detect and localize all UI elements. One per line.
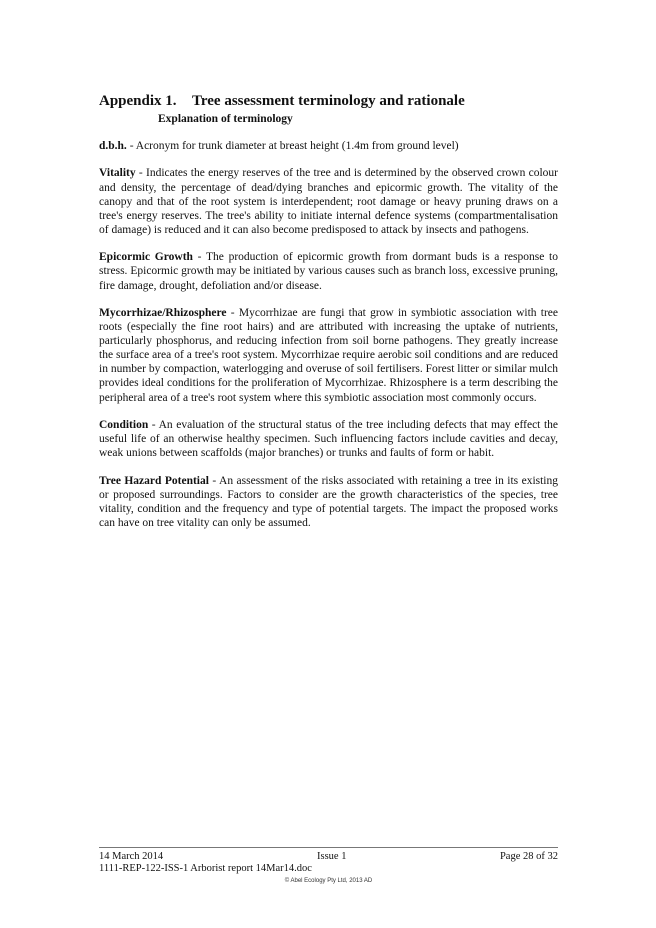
term-separator: -: [226, 307, 239, 320]
term-definition: The production of epicormic growth from dormant buds is a response to stress. Epicormic growth may be initiated by various causes such as branch loss, excessive pruning, fire damage, drought, defoliation and/or disease.: [99, 251, 558, 292]
term-definition: Mycorrhizae are fungi that grow in symbiotic association with tree roots (especially the fine root hairs) and are attributed with increasing the uptake of nutrients, particularly phosphorus, and reducing infection from soil borne pathogens. They greatly increase the surface area of a tree's root system. Mycorrhizae require aerobic soil conditions and are reduced in number by compaction, waterlogging and overuse of soil fertilisers. Forest litter or similar mulch provides ideal conditions for the proliferation of Mycorrhizae. Rhizosphere is a term describing the peripheral area of a tree's root system where this symbiotic association most commonly occurs.: [99, 307, 558, 404]
appendix-title: Tree assessment terminology and rationale: [192, 93, 465, 109]
term-separator: -: [126, 140, 136, 152]
appendix-heading: [99, 93, 465, 110]
term-definition: Indicates the energy reserves of the tree and is determined by the observed crown colour and density, the percentage of dead/dying branches and epicormic growth. The vitality of the canopy and that of the root system is interdependent; root damage or heavy pruning draws on a tree's energy reserves. The tree's ability to initiate internal defence systems (compartmentalisation of damage) is reduced and it can also become predisposed to attack by insects and pathogens.: [99, 167, 558, 236]
term-separator: -: [192, 251, 206, 264]
term-label: Tree Hazard Potential: [99, 474, 209, 487]
term-separator: -: [135, 167, 146, 180]
term-separator: -: [208, 474, 220, 487]
term-entry-tree-hazard-potential: [99, 474, 558, 530]
term-label: Vitality: [99, 167, 136, 180]
footer-row: [99, 851, 558, 863]
appendix-number: Appendix 1.: [99, 93, 177, 109]
term-label: Epicormic Growth: [99, 251, 193, 264]
term-entry-epicormic-growth: [99, 250, 558, 292]
term-label: d.b.h.: [99, 140, 127, 152]
term-entry-dbh: [99, 139, 558, 153]
term-definition: An assessment of the risks associated with retaining a tree in its existing or proposed surroundings. Factors to consider are the growth characteristics of the species, tree vitality, condition and the frequency and type of potential targets. The impact the proposed works can have on tree vitality can only be assumed.: [99, 474, 559, 530]
footer-date: 14 March 2014: [99, 851, 164, 862]
term-label: Mycorrhizae/Rhizosphere: [99, 307, 227, 320]
footer-page-number: Page 28 of 32: [499, 851, 558, 862]
footer-document-name: 1111-REP-122-ISS-1 Arborist report 14Mar14.doc: [99, 863, 312, 874]
terminology-list: [99, 139, 558, 544]
page-footer: [99, 851, 558, 884]
term-entry-mycorrhizae: [99, 306, 558, 405]
term-entry-vitality: [99, 166, 558, 236]
term-entry-condition: [99, 418, 558, 460]
footer-divider: [99, 847, 558, 848]
term-definition: An evaluation of the structural status of the tree including defects that may effect the useful life of an otherwise healthy specimen. Such influencing factors include cavities and decay, weak unions between scaffolds (major branches) or trunks and faults of form or habit.: [99, 419, 559, 460]
footer-issue: Issue 1: [317, 851, 347, 862]
term-label: Condition: [99, 419, 149, 432]
term-separator: -: [148, 419, 159, 432]
term-definition: Acronym for trunk diameter at breast height (1.4m from ground level): [135, 140, 459, 152]
section-subtitle: Explanation of terminology: [158, 113, 293, 125]
footer-copyright: © Abel Ecology Pty Ltd, 2013 AD: [284, 878, 373, 884]
